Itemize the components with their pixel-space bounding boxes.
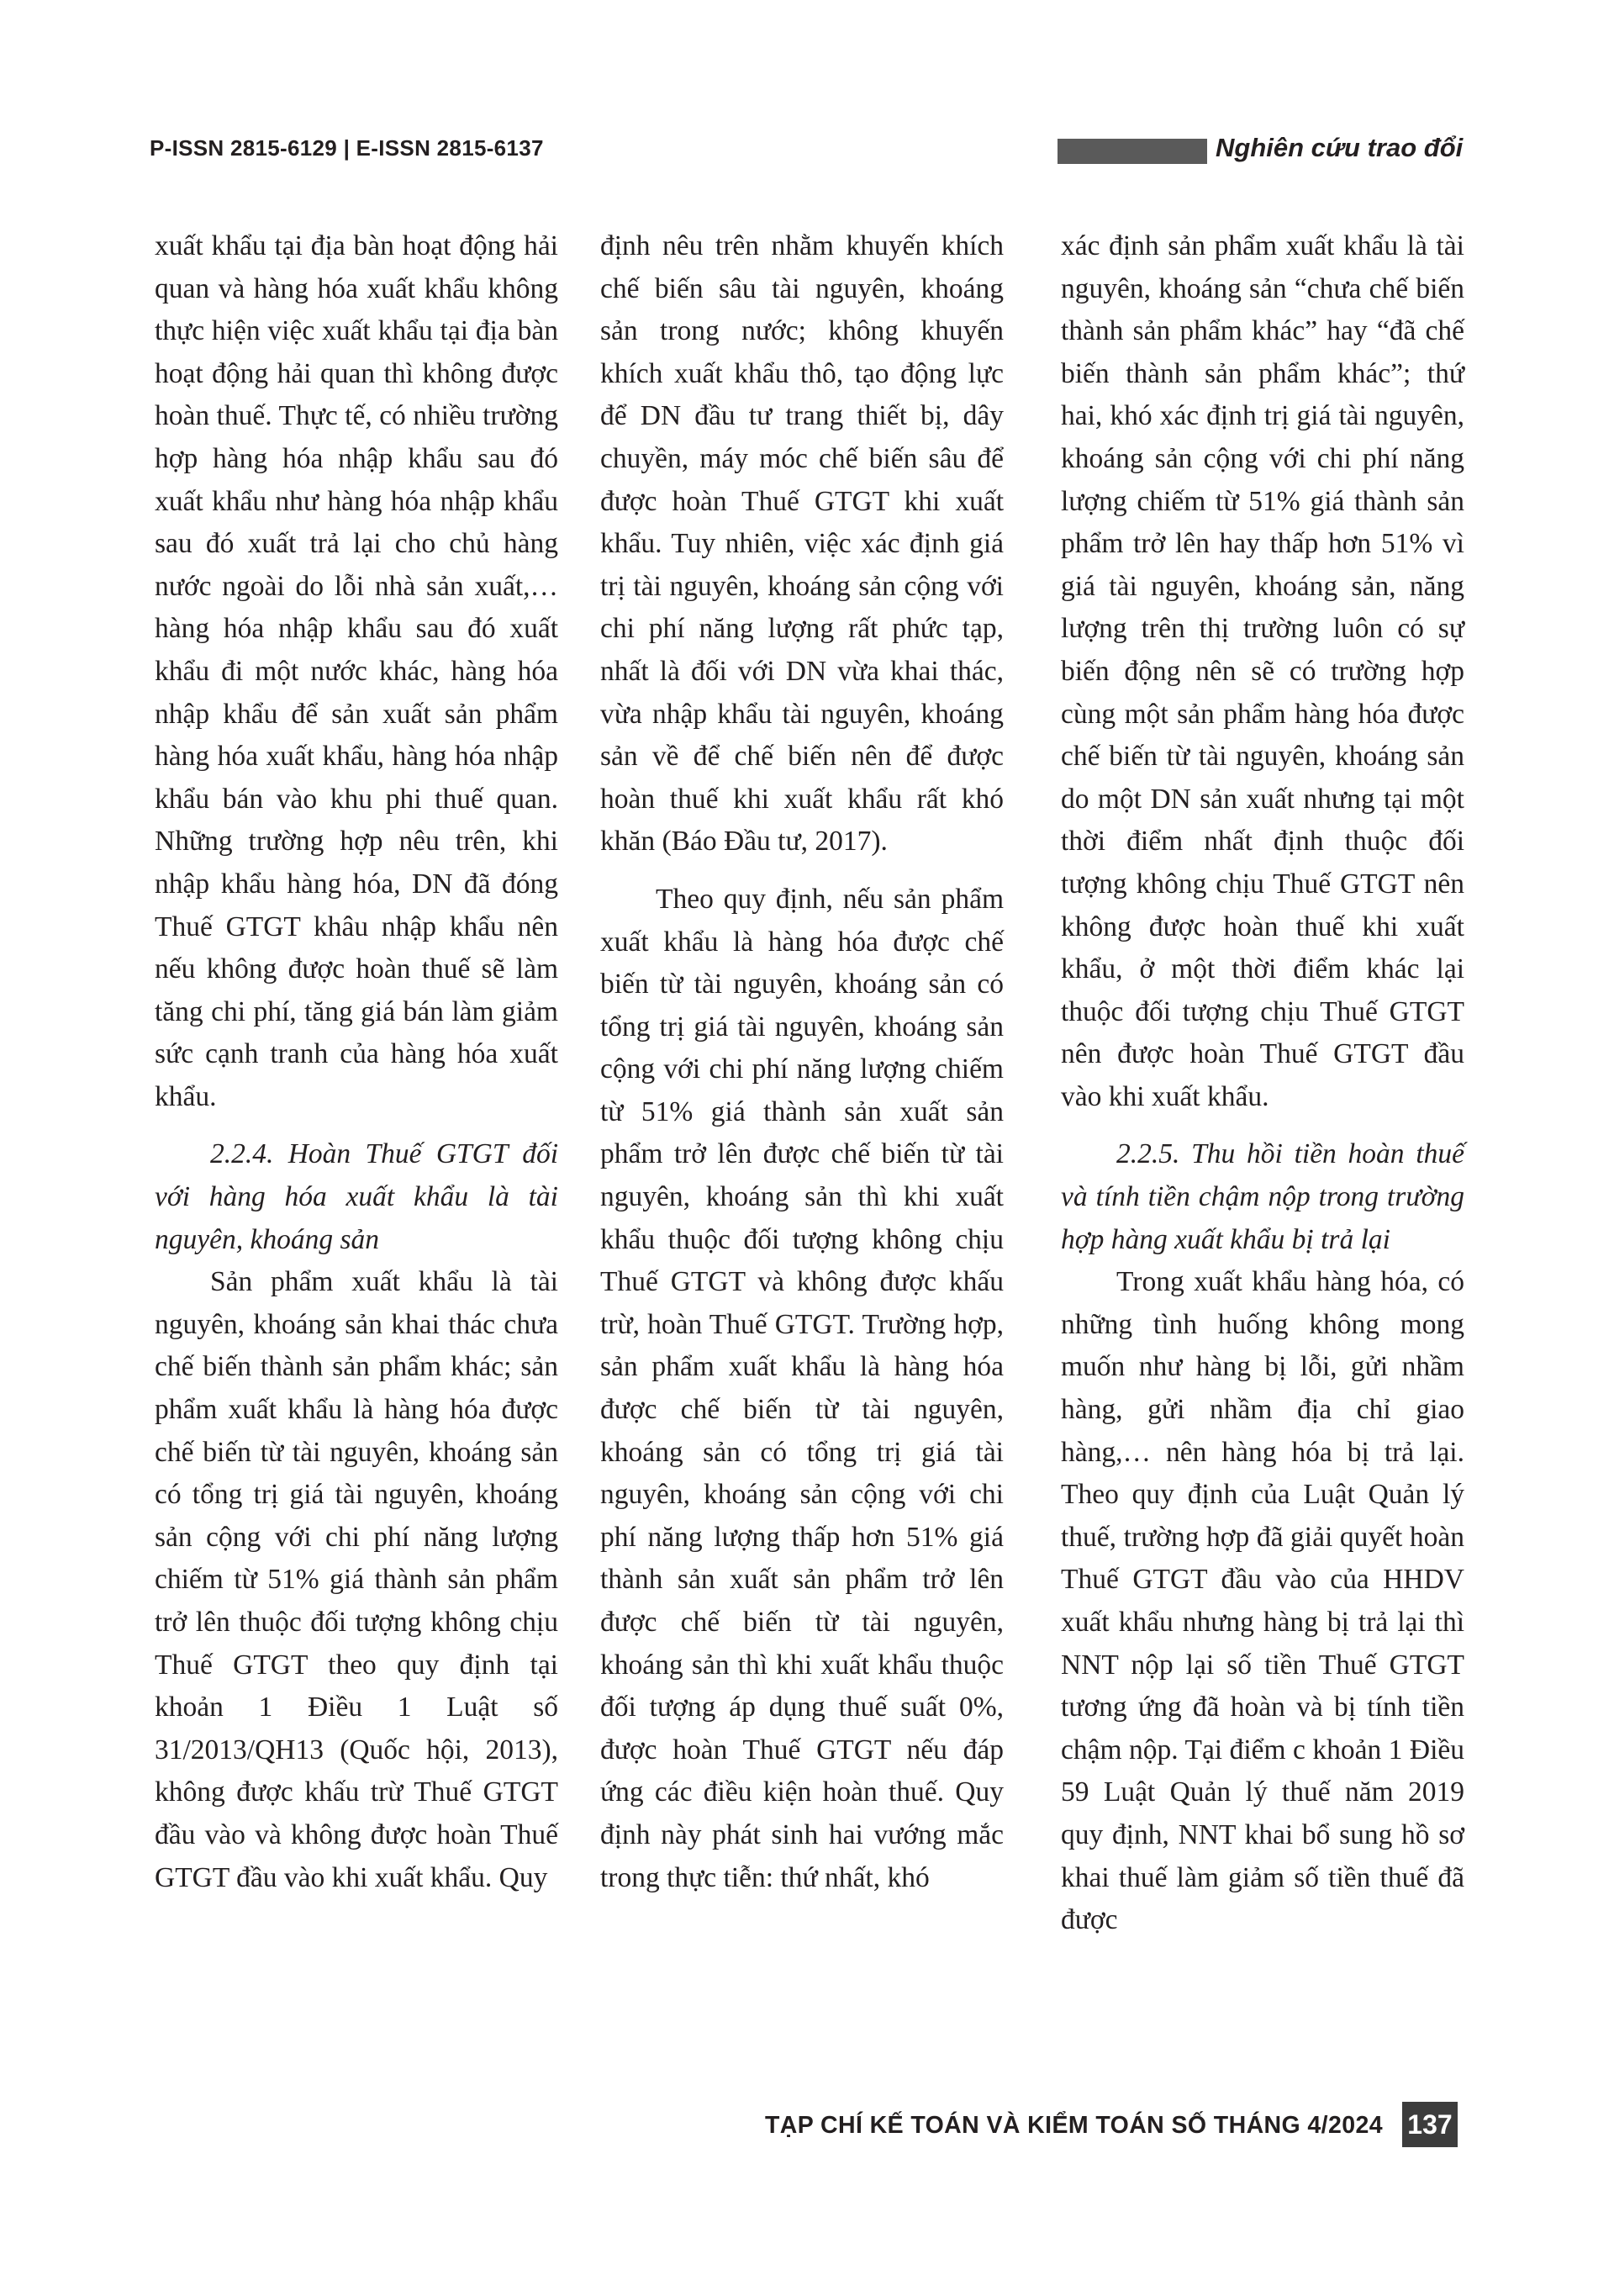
journal-footer: TẠP CHÍ KẾ TOÁN VÀ KIỂM TOÁN SỐ THÁNG 4/2024 xyxy=(765,2112,1383,2139)
paragraph: định nêu trên nhằm khuyến khích chế biến sâu tài nguyên, khoáng sản trong nước; không khuyến khích xuất khẩu thô, tạo động lực để DN đầu tư trang thiết bị, dây chuyền, máy móc chế biến sâu để được hoàn Thuế GTGT khi xuất khẩu. Tuy nhiên, việc xác định giá trị tài nguyên, khoáng sản cộng với chi phí năng lượng rất phức tạp, nhất là đối với DN vừa khai thác, vừa nhập khẩu tài nguyên, khoáng sản về để chế biến nên để được hoàn thuế khi xuất khẩu rất khó khăn (Báo Đầu tư, 2017). xyxy=(600,230,1004,858)
section-title: Nghiên cứu trao đổi xyxy=(1216,133,1464,162)
page-number: 137 xyxy=(1402,2102,1458,2147)
article-column-3 xyxy=(1061,225,1464,1942)
article-column-1 xyxy=(155,225,558,1899)
paragraph: Trong xuất khẩu hàng hóa, có những tình huống không mong muốn như hàng bị lỗi, gửi nhầm hàng, gửi nhầm địa chỉ giao hàng,… nên hàng hóa bị trả lại. Theo quy định của Luật Quản lý thuế, trường hợp đã giải quyết hoàn Thuế GTGT đầu vào của HHDV xuất khẩu nhưng hàng bị trả lại thì NNT nộp lại số tiền Thuế GTGT tương ứng đã hoàn và bị tính tiền chậm nộp. Tại điểm c khoản 1 Điều 59 Luật Quản lý thuế năm 2019 quy định, NNT khai bổ sung hồ sơ khai thuế làm giảm số tiền thuế đã được xyxy=(1061,1266,1464,1936)
paragraph: xuất khẩu tại địa bàn hoạt động hải quan và hàng hóa xuất khẩu không thực hiện việc xuất khẩu tại địa bàn hoạt động hải quan thì không được hoàn thuế. Thực tế, có nhiều trường hợp hàng hóa nhập khẩu sau đó xuất khẩu như hàng hóa nhập khẩu sau đó xuất trả lại cho chủ hàng nước ngoài do lỗi nhà sản xuất,… hàng hóa nhập khẩu sau đó xuất khẩu đi một nước khác, hàng hóa nhập khẩu để sản xuất sản phẩm hàng hóa xuất khẩu, hàng hóa nhập khẩu bán vào khu phi thuế quan. Những trường hợp nêu trên, khi nhập khẩu hàng hóa, DN đã đóng Thuế GTGT khâu nhập khẩu nên nếu không được hoàn thuế sẽ làm tăng chi phí, tăng giá bán làm giảm sức cạnh tranh của hàng hóa xuất khẩu. xyxy=(155,230,558,1112)
paragraph: Sản phẩm xuất khẩu là tài nguyên, khoáng sản khai thác chưa chế biến thành sản phẩm khác; sản phẩm xuất khẩu là hàng hóa được chế biến từ tài nguyên, khoáng sản có tổng trị giá tài nguyên, khoáng sản cộng với chi phí năng lượng chiếm từ 51% giá thành sản phẩm trở lên thuộc đối tượng không chịu Thuế GTGT theo quy định tại khoản 1 Điều 1 Luật số 31/2013/QH13 (Quốc hội, 2013), không được khấu trừ Thuế GTGT đầu vào và không được hoàn Thuế GTGT đầu vào khi xuất khẩu. Quy xyxy=(155,1266,558,1893)
article-column-2 xyxy=(600,225,1004,1899)
paragraph: Theo quy định, nếu sản phẩm xuất khẩu là hàng hóa được chế biến từ tài nguyên, khoáng sản có tổng trị giá tài nguyên, khoáng sản cộng với chi phí năng lượng chiếm từ 51% giá thành sản xuất sản phẩm trở lên được chế biến từ tài nguyên, khoáng sản thì khi xuất khẩu thuộc đối tượng không chịu Thuế GTGT và không được khấu trừ, hoàn Thuế GTGT. Trường hợp, sản phẩm xuất khẩu là hàng hóa được chế biến từ tài nguyên, khoáng sản có tổng trị giá tài nguyên, khoáng sản cộng với chi phí năng lượng thấp hơn 51% giá thành sản xuất sản phẩm trở lên được chế biến từ tài nguyên, khoáng sản thì khi xuất khẩu thuộc đối tượng áp dụng thuế suất 0%, được hoàn Thuế GTGT nếu đáp ứng các điều kiện hoàn thuế. Quy định này phát sinh hai vướng mắc trong thực tiễn: thứ nhất, khó xyxy=(600,883,1004,1893)
subsection-heading: 2.2.4. Hoàn Thuế GTGT đối với hàng hóa xuất khẩu là tài nguyên, khoáng sản xyxy=(155,1138,558,1255)
issn-header: P-ISSN 2815-6129 | E-ISSN 2815-6137 xyxy=(150,135,544,161)
subsection-heading: 2.2.5. Thu hồi tiền hoàn thuế và tính tiền chậm nộp trong trường hợp hàng xuất khẩu bị trả lại xyxy=(1061,1138,1464,1255)
paragraph: xác định sản phẩm xuất khẩu là tài nguyên, khoáng sản “chưa chế biến thành sản phẩm khác” hay “đã chế biến thành sản phẩm khác”; thứ hai, khó xác định trị giá tài nguyên, khoáng sản cộng với chi phí năng lượng chiếm từ 51% giá thành sản phẩm trở lên hay thấp hơn 51% vì giá tài nguyên, khoáng sản, năng lượng trên thị trường luôn có sự biến động nên sẽ có trường hợp cùng một sản phẩm hàng hóa được chế biến từ tài nguyên, khoáng sản do một DN sản xuất nhưng tại một thời điểm nhất định thuộc đối tượng không chịu Thuế GTGT nên không được hoàn thuế khi xuất khẩu, ở một thời điểm khác lại thuộc đối tượng chịu Thuế GTGT nên được hoàn Thuế GTGT đầu vào khi xuất khẩu. xyxy=(1061,230,1464,1112)
section-header-bar xyxy=(1058,139,1207,164)
